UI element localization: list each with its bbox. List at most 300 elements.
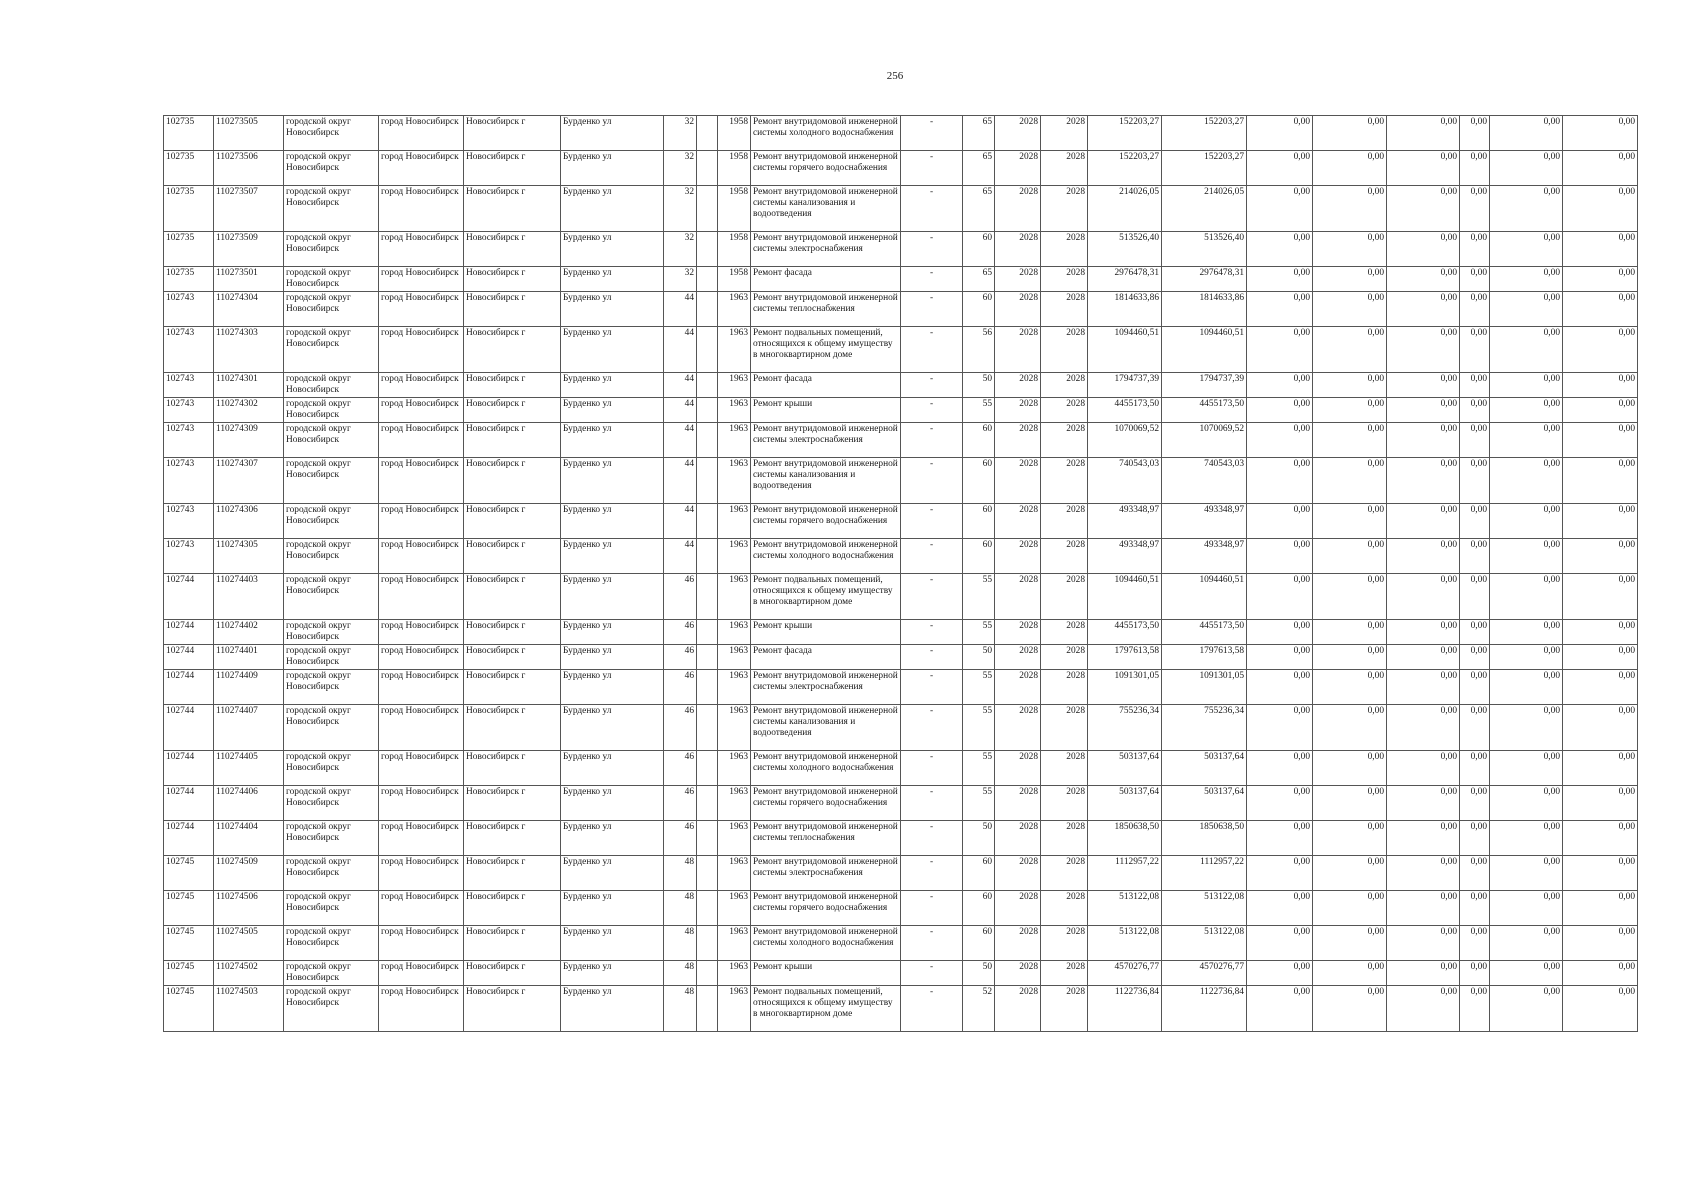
cell-zero-value-2: 0,00: [1313, 186, 1387, 232]
cell-object-id: 102744: [164, 620, 214, 645]
cell-house-number: 44: [664, 504, 697, 539]
cell-municipal-district: городской округ Новосибирск: [284, 398, 379, 423]
cell-cost-total: 152203,27: [1088, 151, 1162, 186]
cell-cost-fund: 1122736,84: [1162, 986, 1247, 1032]
cell-cost-fund: 1850638,50: [1162, 821, 1247, 856]
cell-zero-value-6: 0,00: [1563, 986, 1638, 1032]
cell-build-year: 1958: [718, 151, 751, 186]
cell-building-block: [697, 856, 718, 891]
cell-plan-year-end: 2028: [1041, 821, 1088, 856]
cell-house-number: 48: [664, 856, 697, 891]
cell-cost-fund: 493348,97: [1162, 539, 1247, 574]
cell-street: Бурденко ул: [561, 151, 664, 186]
cell-object-id: 102745: [164, 856, 214, 891]
cell-build-year: 1963: [718, 574, 751, 620]
cell-zero-value-6: 0,00: [1563, 398, 1638, 423]
cell-element-code: 110274305: [214, 539, 284, 574]
cell-build-year: 1963: [718, 504, 751, 539]
cell-house-number: 44: [664, 539, 697, 574]
cell-build-year: 1963: [718, 398, 751, 423]
cell-zero-value-2: 0,00: [1313, 786, 1387, 821]
cell-zero-value-1: 0,00: [1247, 292, 1313, 327]
cell-cost-fund: 4455173,50: [1162, 398, 1247, 423]
cell-house-number: 46: [664, 574, 697, 620]
cell-street: Бурденко ул: [561, 327, 664, 373]
cell-cost-total: 1814633,86: [1088, 292, 1162, 327]
cell-build-year: 1963: [718, 292, 751, 327]
cell-zero-value-3: 0,00: [1387, 504, 1460, 539]
cell-zero-value-6: 0,00: [1563, 574, 1638, 620]
cell-building-block: [697, 891, 718, 926]
cell-element-code: 110274505: [214, 926, 284, 961]
cell-dash-marker: -: [901, 751, 963, 786]
cell-zero-value-4: 0,00: [1460, 821, 1490, 856]
cell-cost-fund: 513122,08: [1162, 891, 1247, 926]
cell-house-number: 48: [664, 986, 697, 1032]
cell-settlement: город Новосибирск: [379, 327, 464, 373]
cell-street: Бурденко ул: [561, 398, 664, 423]
cell-zero-value-1: 0,00: [1247, 398, 1313, 423]
table-row: [164, 151, 1638, 186]
cell-zero-value-1: 0,00: [1247, 232, 1313, 267]
table-row: [164, 821, 1638, 856]
cell-zero-value-4: 0,00: [1460, 751, 1490, 786]
cell-zero-value-2: 0,00: [1313, 327, 1387, 373]
cell-plan-year-end: 2028: [1041, 373, 1088, 398]
cell-cost-fund: 4455173,50: [1162, 620, 1247, 645]
cell-municipal-district: городской округ Новосибирск: [284, 986, 379, 1032]
cell-settlement: город Новосибирск: [379, 539, 464, 574]
cell-locality: Новосибирск г: [464, 116, 561, 151]
cell-zero-value-5: 0,00: [1490, 891, 1563, 926]
cell-locality: Новосибирск г: [464, 292, 561, 327]
cell-object-id: 102735: [164, 267, 214, 292]
cell-municipal-district: городской округ Новосибирск: [284, 116, 379, 151]
cell-zero-value-1: 0,00: [1247, 856, 1313, 891]
cell-settlement: город Новосибирск: [379, 961, 464, 986]
cell-element-code: 110274302: [214, 398, 284, 423]
cell-plan-year-start: 2028: [995, 186, 1041, 232]
cell-cost-total: 1091301,05: [1088, 670, 1162, 705]
cell-plan-year-start: 2028: [995, 821, 1041, 856]
table-row: [164, 961, 1638, 986]
cell-plan-year-start: 2028: [995, 539, 1041, 574]
cell-element-code: 110274406: [214, 786, 284, 821]
cell-plan-year-start: 2028: [995, 891, 1041, 926]
cell-house-number: 48: [664, 926, 697, 961]
cell-object-id: 102745: [164, 986, 214, 1032]
cell-object-id: 102744: [164, 574, 214, 620]
cell-plan-year-start: 2028: [995, 116, 1041, 151]
cell-settlement: город Новосибирск: [379, 373, 464, 398]
cell-dash-marker: -: [901, 786, 963, 821]
cell-wear-percent: 55: [963, 398, 995, 423]
cell-zero-value-3: 0,00: [1387, 751, 1460, 786]
cell-zero-value-6: 0,00: [1563, 504, 1638, 539]
cell-work-type: Ремонт внутридомовой инженерной системы горячего водоснабжения: [751, 891, 901, 926]
cell-zero-value-5: 0,00: [1490, 620, 1563, 645]
table-row: [164, 620, 1638, 645]
cell-cost-fund: 513122,08: [1162, 926, 1247, 961]
cell-plan-year-start: 2028: [995, 786, 1041, 821]
cell-plan-year-end: 2028: [1041, 645, 1088, 670]
cell-object-id: 102744: [164, 821, 214, 856]
cell-street: Бурденко ул: [561, 961, 664, 986]
cell-cost-total: 2976478,31: [1088, 267, 1162, 292]
cell-cost-total: 755236,34: [1088, 705, 1162, 751]
cell-street: Бурденко ул: [561, 620, 664, 645]
cell-element-code: 110273506: [214, 151, 284, 186]
cell-municipal-district: городской округ Новосибирск: [284, 539, 379, 574]
cell-municipal-district: городской округ Новосибирск: [284, 458, 379, 504]
cell-zero-value-6: 0,00: [1563, 891, 1638, 926]
repair-schedule-table: [163, 115, 1638, 1032]
cell-cost-total: 1794737,39: [1088, 373, 1162, 398]
cell-municipal-district: городской округ Новосибирск: [284, 151, 379, 186]
cell-dash-marker: -: [901, 961, 963, 986]
cell-object-id: 102743: [164, 398, 214, 423]
cell-zero-value-5: 0,00: [1490, 986, 1563, 1032]
cell-settlement: город Новосибирск: [379, 504, 464, 539]
cell-plan-year-end: 2028: [1041, 539, 1088, 574]
cell-element-code: 110274404: [214, 821, 284, 856]
cell-build-year: 1958: [718, 232, 751, 267]
cell-house-number: 46: [664, 670, 697, 705]
cell-plan-year-end: 2028: [1041, 574, 1088, 620]
cell-cost-fund: 1070069,52: [1162, 423, 1247, 458]
cell-dash-marker: -: [901, 891, 963, 926]
cell-work-type: Ремонт внутридомовой инженерной системы канализования и водоотведения: [751, 705, 901, 751]
cell-object-id: 102735: [164, 116, 214, 151]
table-row: [164, 504, 1638, 539]
cell-object-id: 102735: [164, 232, 214, 267]
cell-municipal-district: городской округ Новосибирск: [284, 423, 379, 458]
cell-municipal-district: городской округ Новосибирск: [284, 620, 379, 645]
cell-cost-total: 493348,97: [1088, 504, 1162, 539]
cell-settlement: город Новосибирск: [379, 232, 464, 267]
cell-zero-value-3: 0,00: [1387, 116, 1460, 151]
cell-cost-fund: 755236,34: [1162, 705, 1247, 751]
cell-zero-value-4: 0,00: [1460, 504, 1490, 539]
cell-street: Бурденко ул: [561, 267, 664, 292]
cell-zero-value-3: 0,00: [1387, 856, 1460, 891]
cell-zero-value-3: 0,00: [1387, 620, 1460, 645]
cell-cost-total: 4570276,77: [1088, 961, 1162, 986]
table-row: [164, 539, 1638, 574]
cell-cost-total: 152203,27: [1088, 116, 1162, 151]
cell-work-type: Ремонт крыши: [751, 398, 901, 423]
cell-zero-value-3: 0,00: [1387, 786, 1460, 821]
cell-street: Бурденко ул: [561, 986, 664, 1032]
cell-build-year: 1963: [718, 670, 751, 705]
table-row: [164, 986, 1638, 1032]
cell-building-block: [697, 423, 718, 458]
cell-zero-value-1: 0,00: [1247, 821, 1313, 856]
cell-zero-value-3: 0,00: [1387, 645, 1460, 670]
cell-house-number: 46: [664, 821, 697, 856]
cell-dash-marker: -: [901, 327, 963, 373]
cell-zero-value-6: 0,00: [1563, 786, 1638, 821]
cell-zero-value-2: 0,00: [1313, 539, 1387, 574]
cell-zero-value-1: 0,00: [1247, 116, 1313, 151]
cell-zero-value-4: 0,00: [1460, 267, 1490, 292]
cell-settlement: город Новосибирск: [379, 821, 464, 856]
cell-plan-year-end: 2028: [1041, 267, 1088, 292]
cell-municipal-district: городской округ Новосибирск: [284, 645, 379, 670]
cell-building-block: [697, 961, 718, 986]
cell-wear-percent: 60: [963, 856, 995, 891]
cell-zero-value-6: 0,00: [1563, 926, 1638, 961]
cell-locality: Новосибирск г: [464, 986, 561, 1032]
cell-street: Бурденко ул: [561, 891, 664, 926]
cell-zero-value-4: 0,00: [1460, 645, 1490, 670]
cell-dash-marker: -: [901, 458, 963, 504]
cell-cost-total: 513122,08: [1088, 891, 1162, 926]
cell-cost-fund: 1794737,39: [1162, 373, 1247, 398]
cell-settlement: город Новосибирск: [379, 116, 464, 151]
cell-work-type: Ремонт внутридомовой инженерной системы горячего водоснабжения: [751, 786, 901, 821]
cell-wear-percent: 56: [963, 327, 995, 373]
cell-zero-value-1: 0,00: [1247, 327, 1313, 373]
cell-locality: Новосибирск г: [464, 574, 561, 620]
cell-cost-total: 513526,40: [1088, 232, 1162, 267]
cell-object-id: 102745: [164, 961, 214, 986]
cell-zero-value-2: 0,00: [1313, 292, 1387, 327]
cell-wear-percent: 60: [963, 292, 995, 327]
cell-street: Бурденко ул: [561, 751, 664, 786]
cell-locality: Новосибирск г: [464, 645, 561, 670]
cell-locality: Новосибирск г: [464, 423, 561, 458]
cell-zero-value-4: 0,00: [1460, 292, 1490, 327]
cell-settlement: город Новосибирск: [379, 645, 464, 670]
cell-zero-value-2: 0,00: [1313, 423, 1387, 458]
cell-zero-value-6: 0,00: [1563, 458, 1638, 504]
cell-zero-value-1: 0,00: [1247, 620, 1313, 645]
cell-locality: Новосибирск г: [464, 151, 561, 186]
cell-house-number: 46: [664, 620, 697, 645]
cell-cost-fund: 1797613,58: [1162, 645, 1247, 670]
cell-zero-value-2: 0,00: [1313, 267, 1387, 292]
cell-zero-value-5: 0,00: [1490, 186, 1563, 232]
cell-zero-value-5: 0,00: [1490, 423, 1563, 458]
cell-cost-fund: 493348,97: [1162, 504, 1247, 539]
cell-building-block: [697, 373, 718, 398]
cell-work-type: Ремонт подвальных помещений, относящихся к общему имуществу в многоквартирном доме: [751, 327, 901, 373]
cell-municipal-district: городской округ Новосибирск: [284, 751, 379, 786]
cell-work-type: Ремонт фасада: [751, 373, 901, 398]
cell-build-year: 1963: [718, 620, 751, 645]
cell-zero-value-5: 0,00: [1490, 786, 1563, 821]
cell-element-code: 110274407: [214, 705, 284, 751]
cell-wear-percent: 60: [963, 423, 995, 458]
cell-cost-total: 1094460,51: [1088, 574, 1162, 620]
cell-zero-value-5: 0,00: [1490, 327, 1563, 373]
cell-building-block: [697, 539, 718, 574]
cell-municipal-district: городской округ Новосибирск: [284, 821, 379, 856]
cell-wear-percent: 50: [963, 961, 995, 986]
cell-zero-value-1: 0,00: [1247, 961, 1313, 986]
cell-plan-year-end: 2028: [1041, 751, 1088, 786]
cell-element-code: 110274503: [214, 986, 284, 1032]
cell-municipal-district: городской округ Новосибирск: [284, 504, 379, 539]
cell-building-block: [697, 786, 718, 821]
cell-cost-fund: 152203,27: [1162, 151, 1247, 186]
cell-plan-year-end: 2028: [1041, 786, 1088, 821]
cell-zero-value-4: 0,00: [1460, 151, 1490, 186]
cell-zero-value-2: 0,00: [1313, 705, 1387, 751]
cell-zero-value-3: 0,00: [1387, 327, 1460, 373]
cell-object-id: 102743: [164, 504, 214, 539]
cell-cost-fund: 513526,40: [1162, 232, 1247, 267]
cell-cost-total: 4455173,50: [1088, 620, 1162, 645]
cell-municipal-district: городской округ Новосибирск: [284, 373, 379, 398]
cell-work-type: Ремонт внутридомовой инженерной системы горячего водоснабжения: [751, 151, 901, 186]
cell-municipal-district: городской округ Новосибирск: [284, 705, 379, 751]
cell-locality: Новосибирск г: [464, 504, 561, 539]
cell-zero-value-6: 0,00: [1563, 539, 1638, 574]
table-row: [164, 373, 1638, 398]
cell-zero-value-6: 0,00: [1563, 821, 1638, 856]
cell-dash-marker: -: [901, 151, 963, 186]
cell-building-block: [697, 186, 718, 232]
cell-work-type: Ремонт подвальных помещений, относящихся к общему имуществу в многоквартирном доме: [751, 574, 901, 620]
cell-locality: Новосибирск г: [464, 821, 561, 856]
cell-element-code: 110274306: [214, 504, 284, 539]
cell-building-block: [697, 458, 718, 504]
cell-build-year: 1958: [718, 186, 751, 232]
cell-municipal-district: городской округ Новосибирск: [284, 891, 379, 926]
cell-settlement: город Новосибирск: [379, 398, 464, 423]
cell-zero-value-6: 0,00: [1563, 186, 1638, 232]
cell-settlement: город Новосибирск: [379, 705, 464, 751]
cell-cost-total: 740543,03: [1088, 458, 1162, 504]
cell-street: Бурденко ул: [561, 423, 664, 458]
cell-zero-value-3: 0,00: [1387, 186, 1460, 232]
cell-zero-value-2: 0,00: [1313, 645, 1387, 670]
cell-plan-year-end: 2028: [1041, 986, 1088, 1032]
cell-zero-value-6: 0,00: [1563, 645, 1638, 670]
cell-build-year: 1963: [718, 891, 751, 926]
cell-cost-fund: 1112957,22: [1162, 856, 1247, 891]
cell-wear-percent: 60: [963, 539, 995, 574]
cell-zero-value-4: 0,00: [1460, 458, 1490, 504]
cell-locality: Новосибирск г: [464, 327, 561, 373]
cell-street: Бурденко ул: [561, 458, 664, 504]
cell-zero-value-6: 0,00: [1563, 751, 1638, 786]
cell-element-code: 110274506: [214, 891, 284, 926]
cell-plan-year-end: 2028: [1041, 423, 1088, 458]
cell-settlement: город Новосибирск: [379, 186, 464, 232]
cell-cost-total: 1112957,22: [1088, 856, 1162, 891]
cell-plan-year-start: 2028: [995, 705, 1041, 751]
cell-zero-value-4: 0,00: [1460, 705, 1490, 751]
cell-work-type: Ремонт фасада: [751, 645, 901, 670]
cell-locality: Новосибирск г: [464, 961, 561, 986]
cell-plan-year-end: 2028: [1041, 620, 1088, 645]
cell-wear-percent: 55: [963, 786, 995, 821]
cell-plan-year-end: 2028: [1041, 186, 1088, 232]
cell-build-year: 1963: [718, 458, 751, 504]
cell-build-year: 1963: [718, 751, 751, 786]
cell-zero-value-2: 0,00: [1313, 151, 1387, 186]
cell-object-id: 102743: [164, 458, 214, 504]
cell-zero-value-3: 0,00: [1387, 961, 1460, 986]
cell-locality: Новосибирск г: [464, 267, 561, 292]
cell-plan-year-start: 2028: [995, 327, 1041, 373]
cell-work-type: Ремонт фасада: [751, 267, 901, 292]
cell-municipal-district: городской округ Новосибирск: [284, 786, 379, 821]
cell-dash-marker: -: [901, 232, 963, 267]
cell-zero-value-4: 0,00: [1460, 423, 1490, 458]
cell-settlement: город Новосибирск: [379, 151, 464, 186]
cell-object-id: 102743: [164, 327, 214, 373]
cell-building-block: [697, 670, 718, 705]
cell-build-year: 1963: [718, 423, 751, 458]
cell-zero-value-3: 0,00: [1387, 821, 1460, 856]
cell-object-id: 102744: [164, 645, 214, 670]
cell-element-code: 110274405: [214, 751, 284, 786]
cell-object-id: 102743: [164, 373, 214, 398]
cell-building-block: [697, 327, 718, 373]
cell-plan-year-end: 2028: [1041, 327, 1088, 373]
cell-zero-value-4: 0,00: [1460, 986, 1490, 1032]
cell-zero-value-5: 0,00: [1490, 961, 1563, 986]
table-row: [164, 891, 1638, 926]
cell-dash-marker: -: [901, 705, 963, 751]
cell-wear-percent: 65: [963, 116, 995, 151]
cell-plan-year-start: 2028: [995, 267, 1041, 292]
cell-build-year: 1963: [718, 986, 751, 1032]
cell-zero-value-1: 0,00: [1247, 186, 1313, 232]
cell-wear-percent: 65: [963, 267, 995, 292]
table-row: [164, 856, 1638, 891]
cell-wear-percent: 52: [963, 986, 995, 1032]
cell-zero-value-4: 0,00: [1460, 786, 1490, 821]
cell-dash-marker: -: [901, 986, 963, 1032]
cell-cost-fund: 1094460,51: [1162, 327, 1247, 373]
cell-zero-value-3: 0,00: [1387, 926, 1460, 961]
cell-plan-year-end: 2028: [1041, 856, 1088, 891]
cell-zero-value-5: 0,00: [1490, 705, 1563, 751]
cell-dash-marker: -: [901, 574, 963, 620]
cell-settlement: город Новосибирск: [379, 267, 464, 292]
cell-street: Бурденко ул: [561, 504, 664, 539]
cell-zero-value-5: 0,00: [1490, 539, 1563, 574]
cell-street: Бурденко ул: [561, 705, 664, 751]
cell-zero-value-1: 0,00: [1247, 786, 1313, 821]
cell-settlement: город Новосибирск: [379, 986, 464, 1032]
cell-locality: Новосибирск г: [464, 539, 561, 574]
cell-plan-year-start: 2028: [995, 232, 1041, 267]
cell-work-type: Ремонт внутридомовой инженерной системы канализования и водоотведения: [751, 186, 901, 232]
cell-wear-percent: 60: [963, 458, 995, 504]
cell-object-id: 102735: [164, 151, 214, 186]
cell-building-block: [697, 232, 718, 267]
cell-element-code: 110274304: [214, 292, 284, 327]
cell-zero-value-3: 0,00: [1387, 891, 1460, 926]
cell-object-id: 102745: [164, 926, 214, 961]
cell-building-block: [697, 292, 718, 327]
cell-street: Бурденко ул: [561, 786, 664, 821]
cell-house-number: 32: [664, 267, 697, 292]
cell-municipal-district: городской округ Новосибирск: [284, 961, 379, 986]
cell-plan-year-end: 2028: [1041, 926, 1088, 961]
cell-element-code: 110274307: [214, 458, 284, 504]
cell-build-year: 1963: [718, 373, 751, 398]
cell-building-block: [697, 705, 718, 751]
cell-zero-value-3: 0,00: [1387, 986, 1460, 1032]
cell-element-code: 110274403: [214, 574, 284, 620]
